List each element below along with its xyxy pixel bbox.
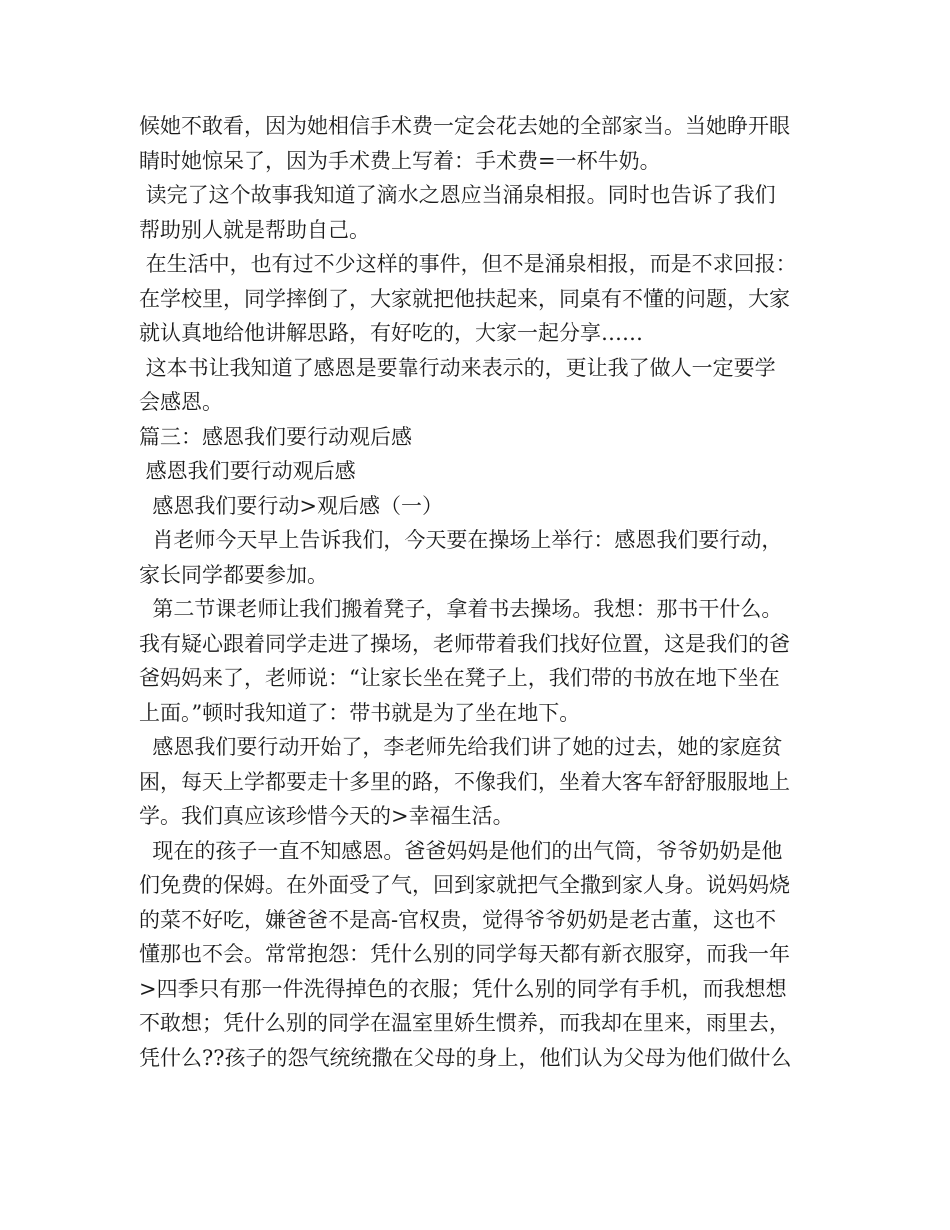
text-line: 学。我们真应该珍惜今天的>幸福生活。 (139, 804, 514, 828)
text-line: 在学校里，同学摔倒了，大家就把他扶起来，同桌有不懂的问题，大家 (139, 286, 790, 311)
text-line: 现在的孩子一直不知感恩。爸爸妈妈是他们的出气筒，爷爷奶奶是他 (139, 838, 783, 863)
text-line: >四季只有那一件洗得掉色的衣服；凭什么别的同学有手机，而我想想 (139, 976, 787, 1001)
text-line: 上面。”顿时我知道了：带书就是为了坐在地下。 (139, 700, 581, 725)
text-line: 凭什么??孩子的怨气统统撒在父母的身上，他们认为父母为他们做什么 (139, 1045, 792, 1070)
text-line: 睛时她惊呆了，因为手术费上写着：手术费=一杯牛奶。 (139, 148, 661, 173)
text-line: 家长同学都要参加。 (139, 562, 328, 587)
text-line: 爸妈妈来了，老师说：“让家长坐在凳子上，我们带的书放在地下坐在 (139, 666, 780, 690)
text-line: 的菜不好吃，嫌爸爸不是高-官权贵，觉得爷爷奶奶是老古董，这也不 (139, 907, 777, 932)
text-line: 会感恩。 (139, 390, 223, 414)
text-line: 感恩我们要行动开始了，李老师先给我们讲了她的过去，她的家庭贫 (139, 735, 783, 759)
text-line: 们免费的保姆。在外面受了气，回到家就把气全撒到家人身。说妈妈烧 (139, 873, 790, 897)
text-line: 就认真地给他讲解思路，有好吃的，大家一起分享…… (139, 321, 643, 345)
text-line: 我有疑心跟着同学走进了操场，老师带着我们找好位置，这是我们的爸 (139, 631, 790, 656)
article-title: 感恩我们要行动观后感 (139, 459, 356, 483)
article-subtitle: 感恩我们要行动>观后感（一） (139, 493, 443, 518)
text-line: 读完了这个故事我知道了滴水之恩应当涌泉相报。同时也告诉了我们 (139, 183, 776, 207)
document-body (139, 109, 819, 1075)
text-line: 这本书让我知道了感恩是要靠行动来表示的，更让我了做人一定要学 (139, 355, 776, 380)
text-line: 候她不敢看，因为她相信手术费一定会花去她的全部家当。当她睁开眼 (139, 114, 790, 138)
text-line: 在生活中，也有过不少这样的事件，但不是涌泉相报，而是不求回报： (139, 252, 797, 276)
text-line: 帮助别人就是帮助自己。 (139, 217, 370, 242)
text-line: 不敢想；凭什么别的同学在温室里娇生惯养，而我却在里来，雨里去， (139, 1011, 790, 1035)
section-heading: 篇三：感恩我们要行动观后感 (139, 424, 412, 449)
text-line: 懂那也不会。常常抱怨：凭什么别的同学每天都有新衣服穿，而我一年 (139, 942, 790, 966)
text-line: 困，每天上学都要走十多里的路，不像我们，坐着大客车舒舒服服地上 (139, 769, 790, 794)
text-line: 肖老师今天早上告诉我们，今天要在操场上举行：感恩我们要行动， (139, 528, 783, 552)
text-line: 第二节课老师让我们搬着凳子，拿着书去操场。我想：那书干什么。 (139, 597, 783, 621)
